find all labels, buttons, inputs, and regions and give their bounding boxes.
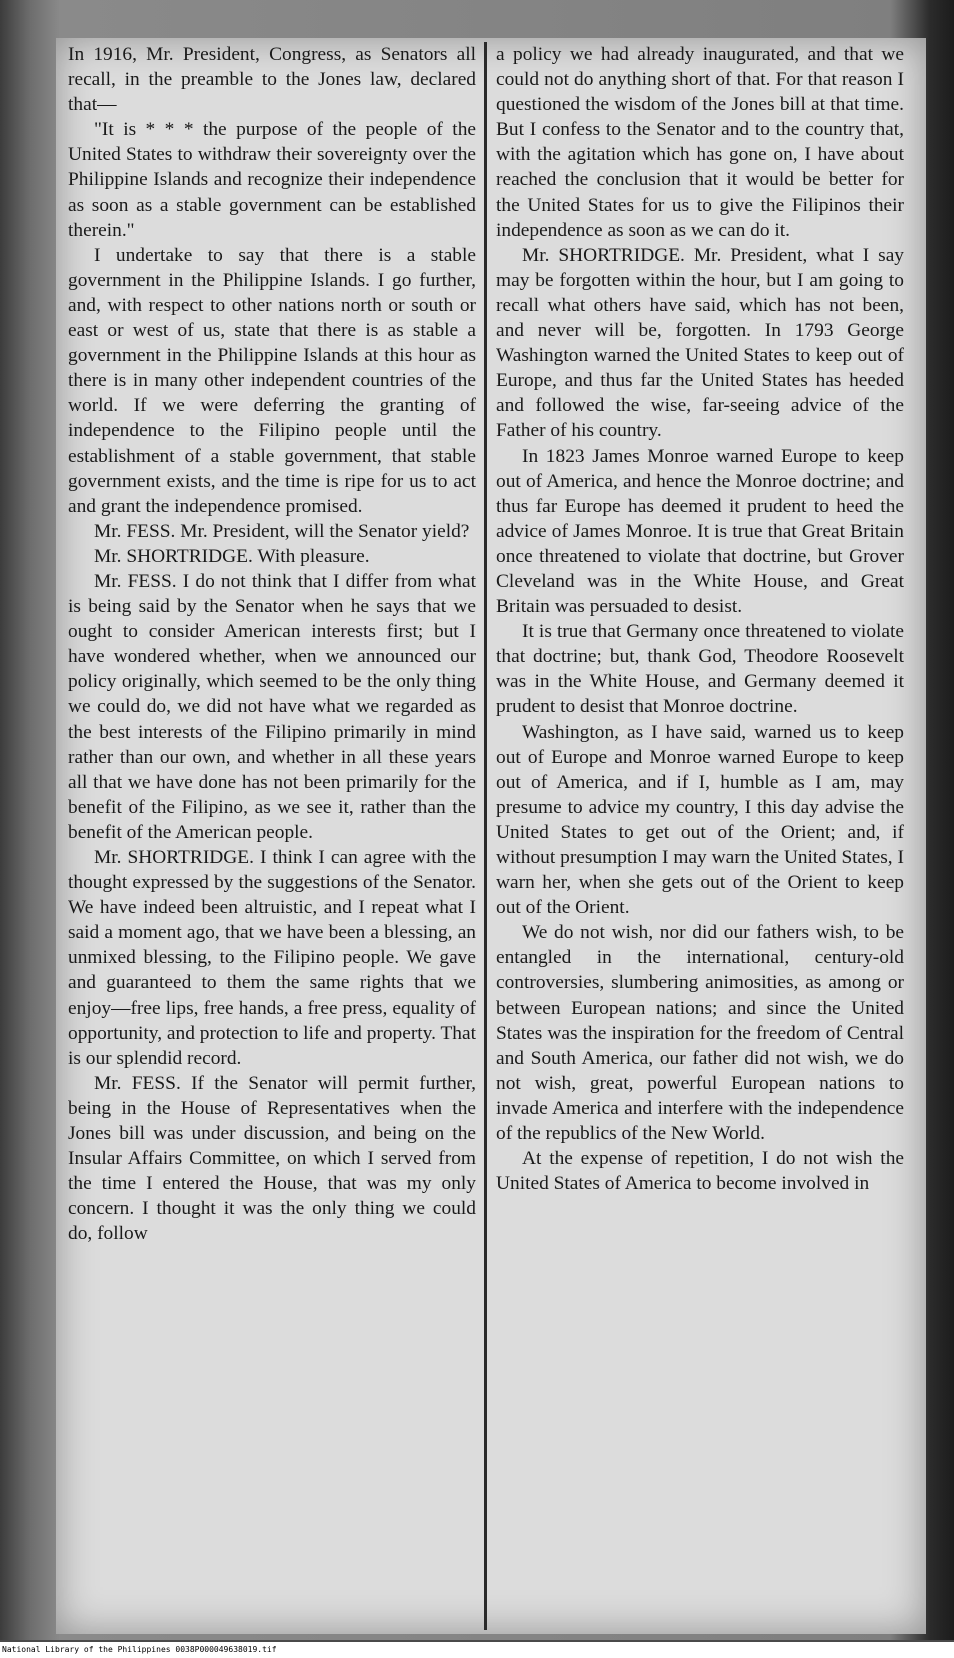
paragraph: "It is * * * the purpose of the people of the United States to withdraw their sovereignty over the Philippine Islands and recognize their independence as soon as a stable government can be established therein." bbox=[68, 119, 476, 241]
paragraph: Washington, as I have said, warned us to keep out of Europe and Monroe warned Europe to keep out of America, and if I, humble as I am, may presume to advice my country, I this day advise the United States to get out of the Orient; and, if without presumption I may warn the United States, I warn her, when she gets out of the Orient to keep out of the Orient. bbox=[496, 721, 904, 919]
left-column bbox=[68, 42, 476, 1630]
paragraph: Mr. FESS. Mr. President, will the Senator yield? bbox=[94, 520, 470, 542]
right-column bbox=[496, 42, 904, 1630]
paragraph: Mr. SHORTRIDGE. Mr. President, what I say may be forgotten within the hour, but I am going to recall what others have said, which has not been, and never will be, forgotten. In 1793 George Washington warned the United States to keep out of Europe, and thus far the United States has heeded and followed the wise, far-seeing advice of the Father of his country. bbox=[496, 244, 904, 442]
paragraph: a policy we had already inaugurated, and that we could not do anything short of that. For that reason I questioned the wisdom of the Jones bill at that time. But I confess to the Senator and to the country that, with the agitation which has gone on, I have about reached the conclusion that it would be better for the United States for us to give the Filipinos their independence as soon as we can do it. bbox=[496, 44, 904, 241]
paragraph: We do not wish, nor did our fathers wish, to be entangled in the international, century-old controversies, slumbering animosities, as among or between European nations; and since the United States was the inspiration for the freedom of Central and South America, our father did not wish, we do not wish, great, powerful European nations to invade America and interfere with the independence of the republics of the New World. bbox=[496, 922, 904, 1145]
paragraph: Mr. SHORTRIDGE. With pleasure. bbox=[94, 545, 370, 567]
newspaper-clipping bbox=[56, 38, 926, 1634]
paragraph: At the expense of repetition, I do not wish the United States of America to become involved in bbox=[496, 1148, 904, 1195]
paragraph: Mr. FESS. I do not think that I differ from what is being said by the Senator when he says that we ought to consider American interests first; but I have wondered whether, when we announced our policy originally, which seemed to be the only thing we could do, we did not have what we regarded as the best interests of the Filipino primarily in mind rather than our own, and whether in all these years all that we have done has not been primarily for the benefit of the Filipino, as we see it, rather than the benefit of the American people. bbox=[68, 570, 476, 843]
column-divider bbox=[484, 42, 487, 1630]
paragraph: Mr. FESS. If the Senator will permit further, being in the House of Representatives when the Jones bill was under discussion, and being on the Insular Affairs Committee, on which I served from the time I entered the House, that was my only concern. I thought it was the only thing we could do, follow bbox=[68, 1072, 476, 1245]
paragraph: Mr. SHORTRIDGE. I think I can agree with the thought expressed by the suggestions of the Senator. We have indeed been altruistic, and I repeat what I said a moment ago, that we have been a blessing, an unmixed blessing, to the Filipino people. We gave and guaranteed to them the same rights that we enjoy—free lips, free hands, a free press, equality of opportunity, and protection to life and property. That is our splendid record. bbox=[68, 847, 476, 1069]
paragraph: In 1916, Mr. President, Congress, as Senators all recall, in the preamble to the Jones law, declared that— bbox=[68, 44, 476, 116]
scan-caption: National Library of the Philippines 0038P000049638019.tif bbox=[0, 1642, 954, 1658]
paragraph: I undertake to say that there is a stable government in the Philippine Islands. I go further, and, with respect to other nations north or south or east or west of us, state that there is as stable a government in the Philippine Islands at this hour as there is in many other independent countries of the world. If we were deferring the granting of independence to the Filipino people until the establishment of a stable government, that stable government exists, and the time is ripe for us to act and grant the independence promised. bbox=[68, 244, 476, 517]
paragraph: In 1823 James Monroe warned Europe to keep out of America, and hence the Monroe doctrine; and thus far Europe has deemed it prudent to heed the advice of James Monroe. It is true that Great Britain once threatened to violate that doctrine, but Grover Cleveland was in the White House, and Great Britain was persuaded to desist. bbox=[496, 445, 904, 618]
paragraph: It is true that Germany once threatened to violate that doctrine; but, thank God, Theodore Roosevelt was in the White House, and Germany deemed it prudent to desist that Monroe doctrine. bbox=[496, 621, 904, 718]
